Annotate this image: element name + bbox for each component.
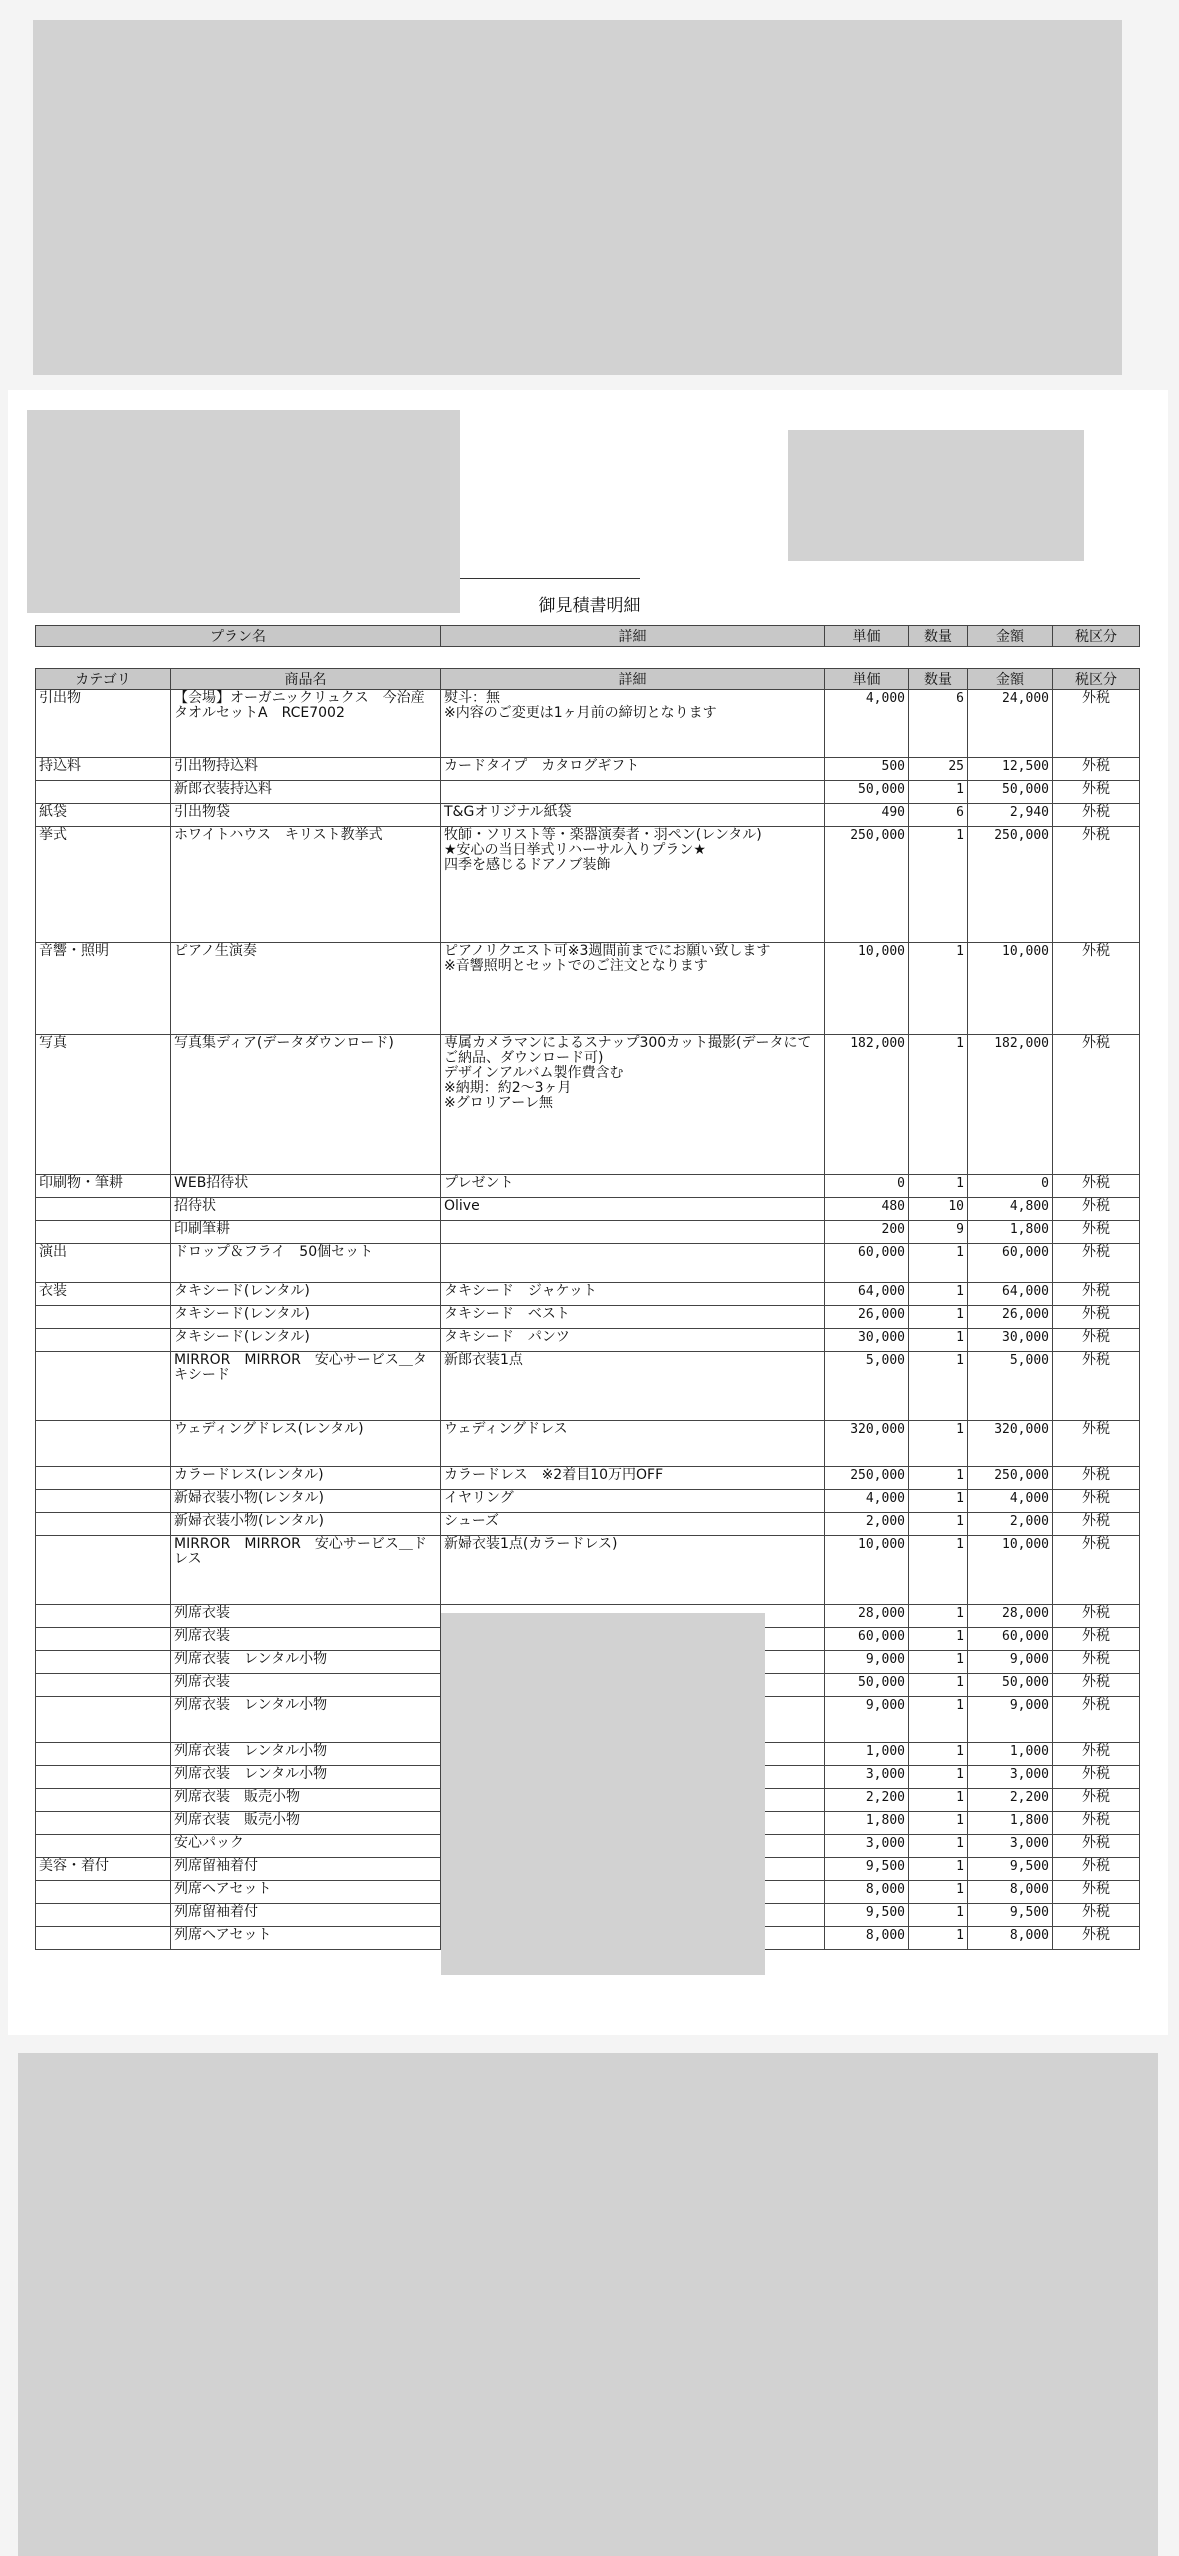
table-row: [36, 1035, 1140, 1175]
quantity-cell: 1: [909, 1835, 968, 1858]
unit-price-cell: 9,500: [825, 1904, 909, 1927]
item-name-cell: 列席留袖着付: [171, 1904, 441, 1927]
tax-type-cell: 外税: [1053, 781, 1140, 804]
quantity-cell: 1: [909, 1175, 968, 1198]
item-name-cell: タキシード(レンタル): [171, 1306, 441, 1329]
category-cell: [36, 1927, 171, 1950]
unit-price-cell: 26,000: [825, 1306, 909, 1329]
amount-cell: 1,800: [968, 1221, 1053, 1244]
amount-cell: 50,000: [968, 781, 1053, 804]
unit-price-cell: 1,000: [825, 1743, 909, 1766]
unit-price-cell: 3,000: [825, 1835, 909, 1858]
table-row: [36, 1467, 1140, 1490]
category-cell: 挙式: [36, 827, 171, 943]
unit-price-cell: 10,000: [825, 943, 909, 1035]
quantity-cell: 1: [909, 827, 968, 943]
category-cell: [36, 1306, 171, 1329]
unit-price-cell: 8,000: [825, 1881, 909, 1904]
unit-price-cell: 1,800: [825, 1812, 909, 1835]
detail-cell: 新郎衣装1点: [441, 1352, 825, 1421]
unit-price-cell: 4,000: [825, 1490, 909, 1513]
quantity-cell: 25: [909, 758, 968, 781]
table-row: [36, 1221, 1140, 1244]
amount-cell: 8,000: [968, 1927, 1053, 1950]
category-cell: [36, 1766, 171, 1789]
detail-cell: タキシード ジャケット: [441, 1283, 825, 1306]
table-row: [36, 804, 1140, 827]
category-cell: 音響・照明: [36, 943, 171, 1035]
tax-type-cell: 外税: [1053, 943, 1140, 1035]
category-cell: [36, 1697, 171, 1743]
category-cell: [36, 1674, 171, 1697]
detail-cell: カラードレス ※2着目10万円OFF: [441, 1467, 825, 1490]
unit-price-cell: 4,000: [825, 690, 909, 758]
item-name-cell: 列席衣装: [171, 1605, 441, 1628]
category-cell: [36, 1881, 171, 1904]
quantity-cell: 9: [909, 1221, 968, 1244]
category-cell: [36, 1421, 171, 1467]
unit-price-cell: 5,000: [825, 1352, 909, 1421]
tax-type-cell: 外税: [1053, 1352, 1140, 1421]
item-name-cell: 新郎衣装持込料: [171, 781, 441, 804]
unit-price-cell: 28,000: [825, 1605, 909, 1628]
detail-cell: ピアノリクエスト可※3週間前までにお願い致します ※音響照明とセットでのご注文となります: [441, 943, 825, 1035]
table-row: [36, 758, 1140, 781]
unit-price-cell: 2,000: [825, 1513, 909, 1536]
category-cell: [36, 1536, 171, 1605]
category-cell: 衣装: [36, 1283, 171, 1306]
unit-price-cell: 50,000: [825, 781, 909, 804]
quantity-cell: 1: [909, 1536, 968, 1605]
unit-price-cell: 200: [825, 1221, 909, 1244]
tax-type-cell: 外税: [1053, 827, 1140, 943]
amount-cell: 9,500: [968, 1904, 1053, 1927]
quantity-cell: 1: [909, 1743, 968, 1766]
category-cell: [36, 1812, 171, 1835]
item-name-cell: 【会場】オーガニックリュクス 今治産タオルセットA RCE7002: [171, 690, 441, 758]
unit-price-cell: 250,000: [825, 1467, 909, 1490]
amount-cell: 250,000: [968, 1467, 1053, 1490]
item-name-cell: ドロップ＆フライ 50個セット: [171, 1244, 441, 1283]
amount-cell: 9,000: [968, 1697, 1053, 1743]
tax-type-cell: 外税: [1053, 1329, 1140, 1352]
amount-cell: 64,000: [968, 1283, 1053, 1306]
item-name-cell: 列席衣装 販売小物: [171, 1789, 441, 1812]
detail-cell: シューズ: [441, 1513, 825, 1536]
amount-cell: 60,000: [968, 1244, 1053, 1283]
amount-cell: 9,000: [968, 1651, 1053, 1674]
quantity-cell: 1: [909, 1651, 968, 1674]
amount-cell: 1,000: [968, 1743, 1053, 1766]
item-name-cell: 列席衣装: [171, 1674, 441, 1697]
header-tax-type: 税区分: [1053, 669, 1140, 690]
item-name-cell: ホワイトハウス キリスト教挙式: [171, 827, 441, 943]
quantity-cell: 1: [909, 1628, 968, 1651]
unit-price-cell: 50,000: [825, 1674, 909, 1697]
quantity-cell: 1: [909, 1467, 968, 1490]
plan-table: [35, 625, 1140, 647]
tax-type-cell: 外税: [1053, 804, 1140, 827]
quantity-cell: 1: [909, 1789, 968, 1812]
item-name-cell: タキシード(レンタル): [171, 1283, 441, 1306]
unit-price-cell: 30,000: [825, 1329, 909, 1352]
redacted-logo-block: [27, 410, 460, 613]
tax-type-cell: 外税: [1053, 1674, 1140, 1697]
item-name-cell: MIRROR MIRROR 安心サービス＿ドレス: [171, 1536, 441, 1605]
tax-type-cell: 外税: [1053, 758, 1140, 781]
table-row: [36, 1421, 1140, 1467]
tax-type-cell: 外税: [1053, 1789, 1140, 1812]
item-name-cell: ピアノ生演奏: [171, 943, 441, 1035]
unit-price-cell: 480: [825, 1198, 909, 1221]
tax-type-cell: 外税: [1053, 1035, 1140, 1175]
item-name-cell: 列席衣装 レンタル小物: [171, 1766, 441, 1789]
quantity-cell: 1: [909, 1858, 968, 1881]
tax-type-cell: 外税: [1053, 1221, 1140, 1244]
category-cell: 美容・着付: [36, 1858, 171, 1881]
category-cell: [36, 1743, 171, 1766]
category-cell: [36, 1628, 171, 1651]
unit-price-cell: 60,000: [825, 1628, 909, 1651]
amount-cell: 2,940: [968, 804, 1053, 827]
item-name-cell: 列席衣装: [171, 1628, 441, 1651]
tax-type-cell: 外税: [1053, 1812, 1140, 1835]
unit-price-cell: 3,000: [825, 1766, 909, 1789]
amount-cell: 12,500: [968, 758, 1053, 781]
header-category: カテゴリ: [36, 669, 171, 690]
amount-cell: 3,000: [968, 1835, 1053, 1858]
unit-price-cell: 64,000: [825, 1283, 909, 1306]
table-row: [36, 1329, 1140, 1352]
category-cell: [36, 1329, 171, 1352]
item-name-cell: 新婦衣装小物(レンタル): [171, 1513, 441, 1536]
category-cell: [36, 1198, 171, 1221]
tax-type-cell: 外税: [1053, 1244, 1140, 1283]
tax-type-cell: 外税: [1053, 1467, 1140, 1490]
category-cell: [36, 1490, 171, 1513]
tax-type-cell: 外税: [1053, 1927, 1140, 1950]
redacted-bottom-block: [18, 2053, 1158, 2556]
plan-header-amount: 金額: [968, 626, 1053, 647]
category-cell: 印刷物・筆耕: [36, 1175, 171, 1198]
table-row: [36, 690, 1140, 758]
header-amount: 金額: [968, 669, 1053, 690]
quantity-cell: 1: [909, 1283, 968, 1306]
table-row: [36, 943, 1140, 1035]
quantity-cell: 6: [909, 804, 968, 827]
item-name-cell: 列席衣装 レンタル小物: [171, 1651, 441, 1674]
tax-type-cell: 外税: [1053, 1881, 1140, 1904]
detail-cell: プレゼント: [441, 1175, 825, 1198]
tax-type-cell: 外税: [1053, 1536, 1140, 1605]
table-row: [36, 827, 1140, 943]
item-name-cell: 列席衣装 販売小物: [171, 1812, 441, 1835]
tax-type-cell: 外税: [1053, 1904, 1140, 1927]
unit-price-cell: 8,000: [825, 1927, 909, 1950]
item-name-cell: 写真集ディア(データダウンロード): [171, 1035, 441, 1175]
amount-cell: 0: [968, 1175, 1053, 1198]
amount-cell: 26,000: [968, 1306, 1053, 1329]
category-cell: [36, 781, 171, 804]
tax-type-cell: 外税: [1053, 1858, 1140, 1881]
detail-cell: T&Gオリジナル紙袋: [441, 804, 825, 827]
unit-price-cell: 10,000: [825, 1536, 909, 1605]
tax-type-cell: 外税: [1053, 1306, 1140, 1329]
tax-type-cell: 外税: [1053, 1766, 1140, 1789]
tax-type-cell: 外税: [1053, 1628, 1140, 1651]
header-unit-price: 単価: [825, 669, 909, 690]
tax-type-cell: 外税: [1053, 1605, 1140, 1628]
item-name-cell: 新婦衣装小物(レンタル): [171, 1490, 441, 1513]
tax-type-cell: 外税: [1053, 1513, 1140, 1536]
amount-cell: 4,000: [968, 1490, 1053, 1513]
unit-price-cell: 2,200: [825, 1789, 909, 1812]
amount-cell: 60,000: [968, 1628, 1053, 1651]
table-row: [36, 1244, 1140, 1283]
detail-cell: タキシード ベスト: [441, 1306, 825, 1329]
detail-cell: 牧師・ソリスト等・楽器演奏者・羽ペン(レンタル) ★安心の当日挙式リハーサル入りプラン★ 四季を感じるドアノブ装飾: [441, 827, 825, 943]
redacted-detail-column: [441, 1613, 765, 1975]
detail-cell: イヤリング: [441, 1490, 825, 1513]
category-cell: [36, 1467, 171, 1490]
amount-cell: 2,200: [968, 1789, 1053, 1812]
header-item-name: 商品名: [171, 669, 441, 690]
item-name-cell: 列席留袖着付: [171, 1858, 441, 1881]
category-cell: [36, 1221, 171, 1244]
item-name-cell: カラードレス(レンタル): [171, 1467, 441, 1490]
category-cell: [36, 1352, 171, 1421]
redacted-top-block: [33, 20, 1122, 375]
amount-cell: 2,000: [968, 1513, 1053, 1536]
detail-cell: [441, 1244, 825, 1283]
quantity-cell: 1: [909, 1927, 968, 1950]
table-row: [36, 1513, 1140, 1536]
unit-price-cell: 182,000: [825, 1035, 909, 1175]
quantity-cell: 1: [909, 781, 968, 804]
amount-cell: 10,000: [968, 1536, 1053, 1605]
category-cell: [36, 1651, 171, 1674]
quantity-cell: 6: [909, 690, 968, 758]
tax-type-cell: 外税: [1053, 1651, 1140, 1674]
tax-type-cell: 外税: [1053, 1743, 1140, 1766]
detail-cell: カードタイプ カタログギフト: [441, 758, 825, 781]
item-name-cell: 列席衣装 レンタル小物: [171, 1743, 441, 1766]
category-cell: 演出: [36, 1244, 171, 1283]
quantity-cell: 10: [909, 1198, 968, 1221]
table-row: [36, 1283, 1140, 1306]
category-cell: [36, 1513, 171, 1536]
quantity-cell: 1: [909, 1674, 968, 1697]
amount-cell: 320,000: [968, 1421, 1053, 1467]
tax-type-cell: 外税: [1053, 690, 1140, 758]
amount-cell: 30,000: [968, 1329, 1053, 1352]
amount-cell: 4,800: [968, 1198, 1053, 1221]
category-cell: [36, 1789, 171, 1812]
item-name-cell: 印刷筆耕: [171, 1221, 441, 1244]
quantity-cell: 1: [909, 1244, 968, 1283]
detail-cell: 専属カメラマンによるスナップ300カット撮影(データにてご納品、ダウンロード可) デザインアルバム製作費含む ※納期：約2〜3ヶ月 ※グロリアーレ無: [441, 1035, 825, 1175]
plan-header-qty: 数量: [909, 626, 968, 647]
amount-cell: 50,000: [968, 1674, 1053, 1697]
item-name-cell: 招待状: [171, 1198, 441, 1221]
detail-cell: 新婦衣装1点(カラードレス): [441, 1536, 825, 1605]
table-row: [36, 1352, 1140, 1421]
item-name-cell: ウェディングドレス(レンタル): [171, 1421, 441, 1467]
quantity-cell: 1: [909, 1812, 968, 1835]
amount-cell: 5,000: [968, 1352, 1053, 1421]
tax-type-cell: 外税: [1053, 1421, 1140, 1467]
table-row: [36, 1175, 1140, 1198]
detail-cell: 熨斗：無 ※内容のご変更は1ヶ月前の締切となります: [441, 690, 825, 758]
quantity-cell: 1: [909, 1513, 968, 1536]
item-name-cell: タキシード(レンタル): [171, 1329, 441, 1352]
title-underline: [460, 578, 640, 579]
quantity-cell: 1: [909, 1766, 968, 1789]
item-name-cell: 引出物持込料: [171, 758, 441, 781]
table-row: [36, 1536, 1140, 1605]
tax-type-cell: 外税: [1053, 1490, 1140, 1513]
plan-header-price: 単価: [825, 626, 909, 647]
quantity-cell: 1: [909, 1490, 968, 1513]
page-title: 御見積書明細: [538, 596, 641, 616]
plan-header-row: [36, 626, 1140, 647]
category-cell: 紙袋: [36, 804, 171, 827]
quantity-cell: 1: [909, 1605, 968, 1628]
table-row: [36, 1198, 1140, 1221]
tax-type-cell: 外税: [1053, 1835, 1140, 1858]
quantity-cell: 1: [909, 943, 968, 1035]
unit-price-cell: 490: [825, 804, 909, 827]
amount-cell: 182,000: [968, 1035, 1053, 1175]
redacted-address-block: [788, 430, 1084, 561]
table-row: [36, 1490, 1140, 1513]
quantity-cell: 1: [909, 1352, 968, 1421]
amount-cell: 1,800: [968, 1812, 1053, 1835]
tax-type-cell: 外税: [1053, 1283, 1140, 1306]
detail-cell: [441, 781, 825, 804]
header-quantity: 数量: [909, 669, 968, 690]
category-cell: [36, 1835, 171, 1858]
tax-type-cell: 外税: [1053, 1175, 1140, 1198]
unit-price-cell: 9,500: [825, 1858, 909, 1881]
category-cell: 持込料: [36, 758, 171, 781]
table-row: [36, 781, 1140, 804]
category-cell: [36, 1605, 171, 1628]
unit-price-cell: 9,000: [825, 1697, 909, 1743]
detail-cell: タキシード パンツ: [441, 1329, 825, 1352]
plan-header-tax: 税区分: [1053, 626, 1140, 647]
quantity-cell: 1: [909, 1421, 968, 1467]
quantity-cell: 1: [909, 1306, 968, 1329]
tax-type-cell: 外税: [1053, 1198, 1140, 1221]
unit-price-cell: 320,000: [825, 1421, 909, 1467]
quantity-cell: 1: [909, 1881, 968, 1904]
tax-type-cell: 外税: [1053, 1697, 1140, 1743]
category-cell: 引出物: [36, 690, 171, 758]
amount-cell: 8,000: [968, 1881, 1053, 1904]
amount-cell: 3,000: [968, 1766, 1053, 1789]
detail-cell: [441, 1221, 825, 1244]
unit-price-cell: 500: [825, 758, 909, 781]
amount-cell: 24,000: [968, 690, 1053, 758]
item-name-cell: WEB招待状: [171, 1175, 441, 1198]
items-header-row: [36, 669, 1140, 690]
amount-cell: 250,000: [968, 827, 1053, 943]
detail-cell: Olive: [441, 1198, 825, 1221]
item-name-cell: 列席衣装 レンタル小物: [171, 1697, 441, 1743]
item-name-cell: 列席ヘアセット: [171, 1881, 441, 1904]
unit-price-cell: 250,000: [825, 827, 909, 943]
category-cell: 写真: [36, 1035, 171, 1175]
amount-cell: 10,000: [968, 943, 1053, 1035]
unit-price-cell: 0: [825, 1175, 909, 1198]
quantity-cell: 1: [909, 1329, 968, 1352]
unit-price-cell: 9,000: [825, 1651, 909, 1674]
unit-price-cell: 60,000: [825, 1244, 909, 1283]
quantity-cell: 1: [909, 1035, 968, 1175]
quantity-cell: 1: [909, 1697, 968, 1743]
plan-header-detail: 詳細: [441, 626, 825, 647]
item-name-cell: 列席ヘアセット: [171, 1927, 441, 1950]
header-detail: 詳細: [441, 669, 825, 690]
item-name-cell: MIRROR MIRROR 安心サービス＿タキシード: [171, 1352, 441, 1421]
plan-header-name: プラン名: [36, 626, 441, 647]
detail-cell: ウェディングドレス: [441, 1421, 825, 1467]
category-cell: [36, 1904, 171, 1927]
amount-cell: 9,500: [968, 1858, 1053, 1881]
table-row: [36, 1306, 1140, 1329]
item-name-cell: 安心パック: [171, 1835, 441, 1858]
amount-cell: 28,000: [968, 1605, 1053, 1628]
quantity-cell: 1: [909, 1904, 968, 1927]
item-name-cell: 引出物袋: [171, 804, 441, 827]
